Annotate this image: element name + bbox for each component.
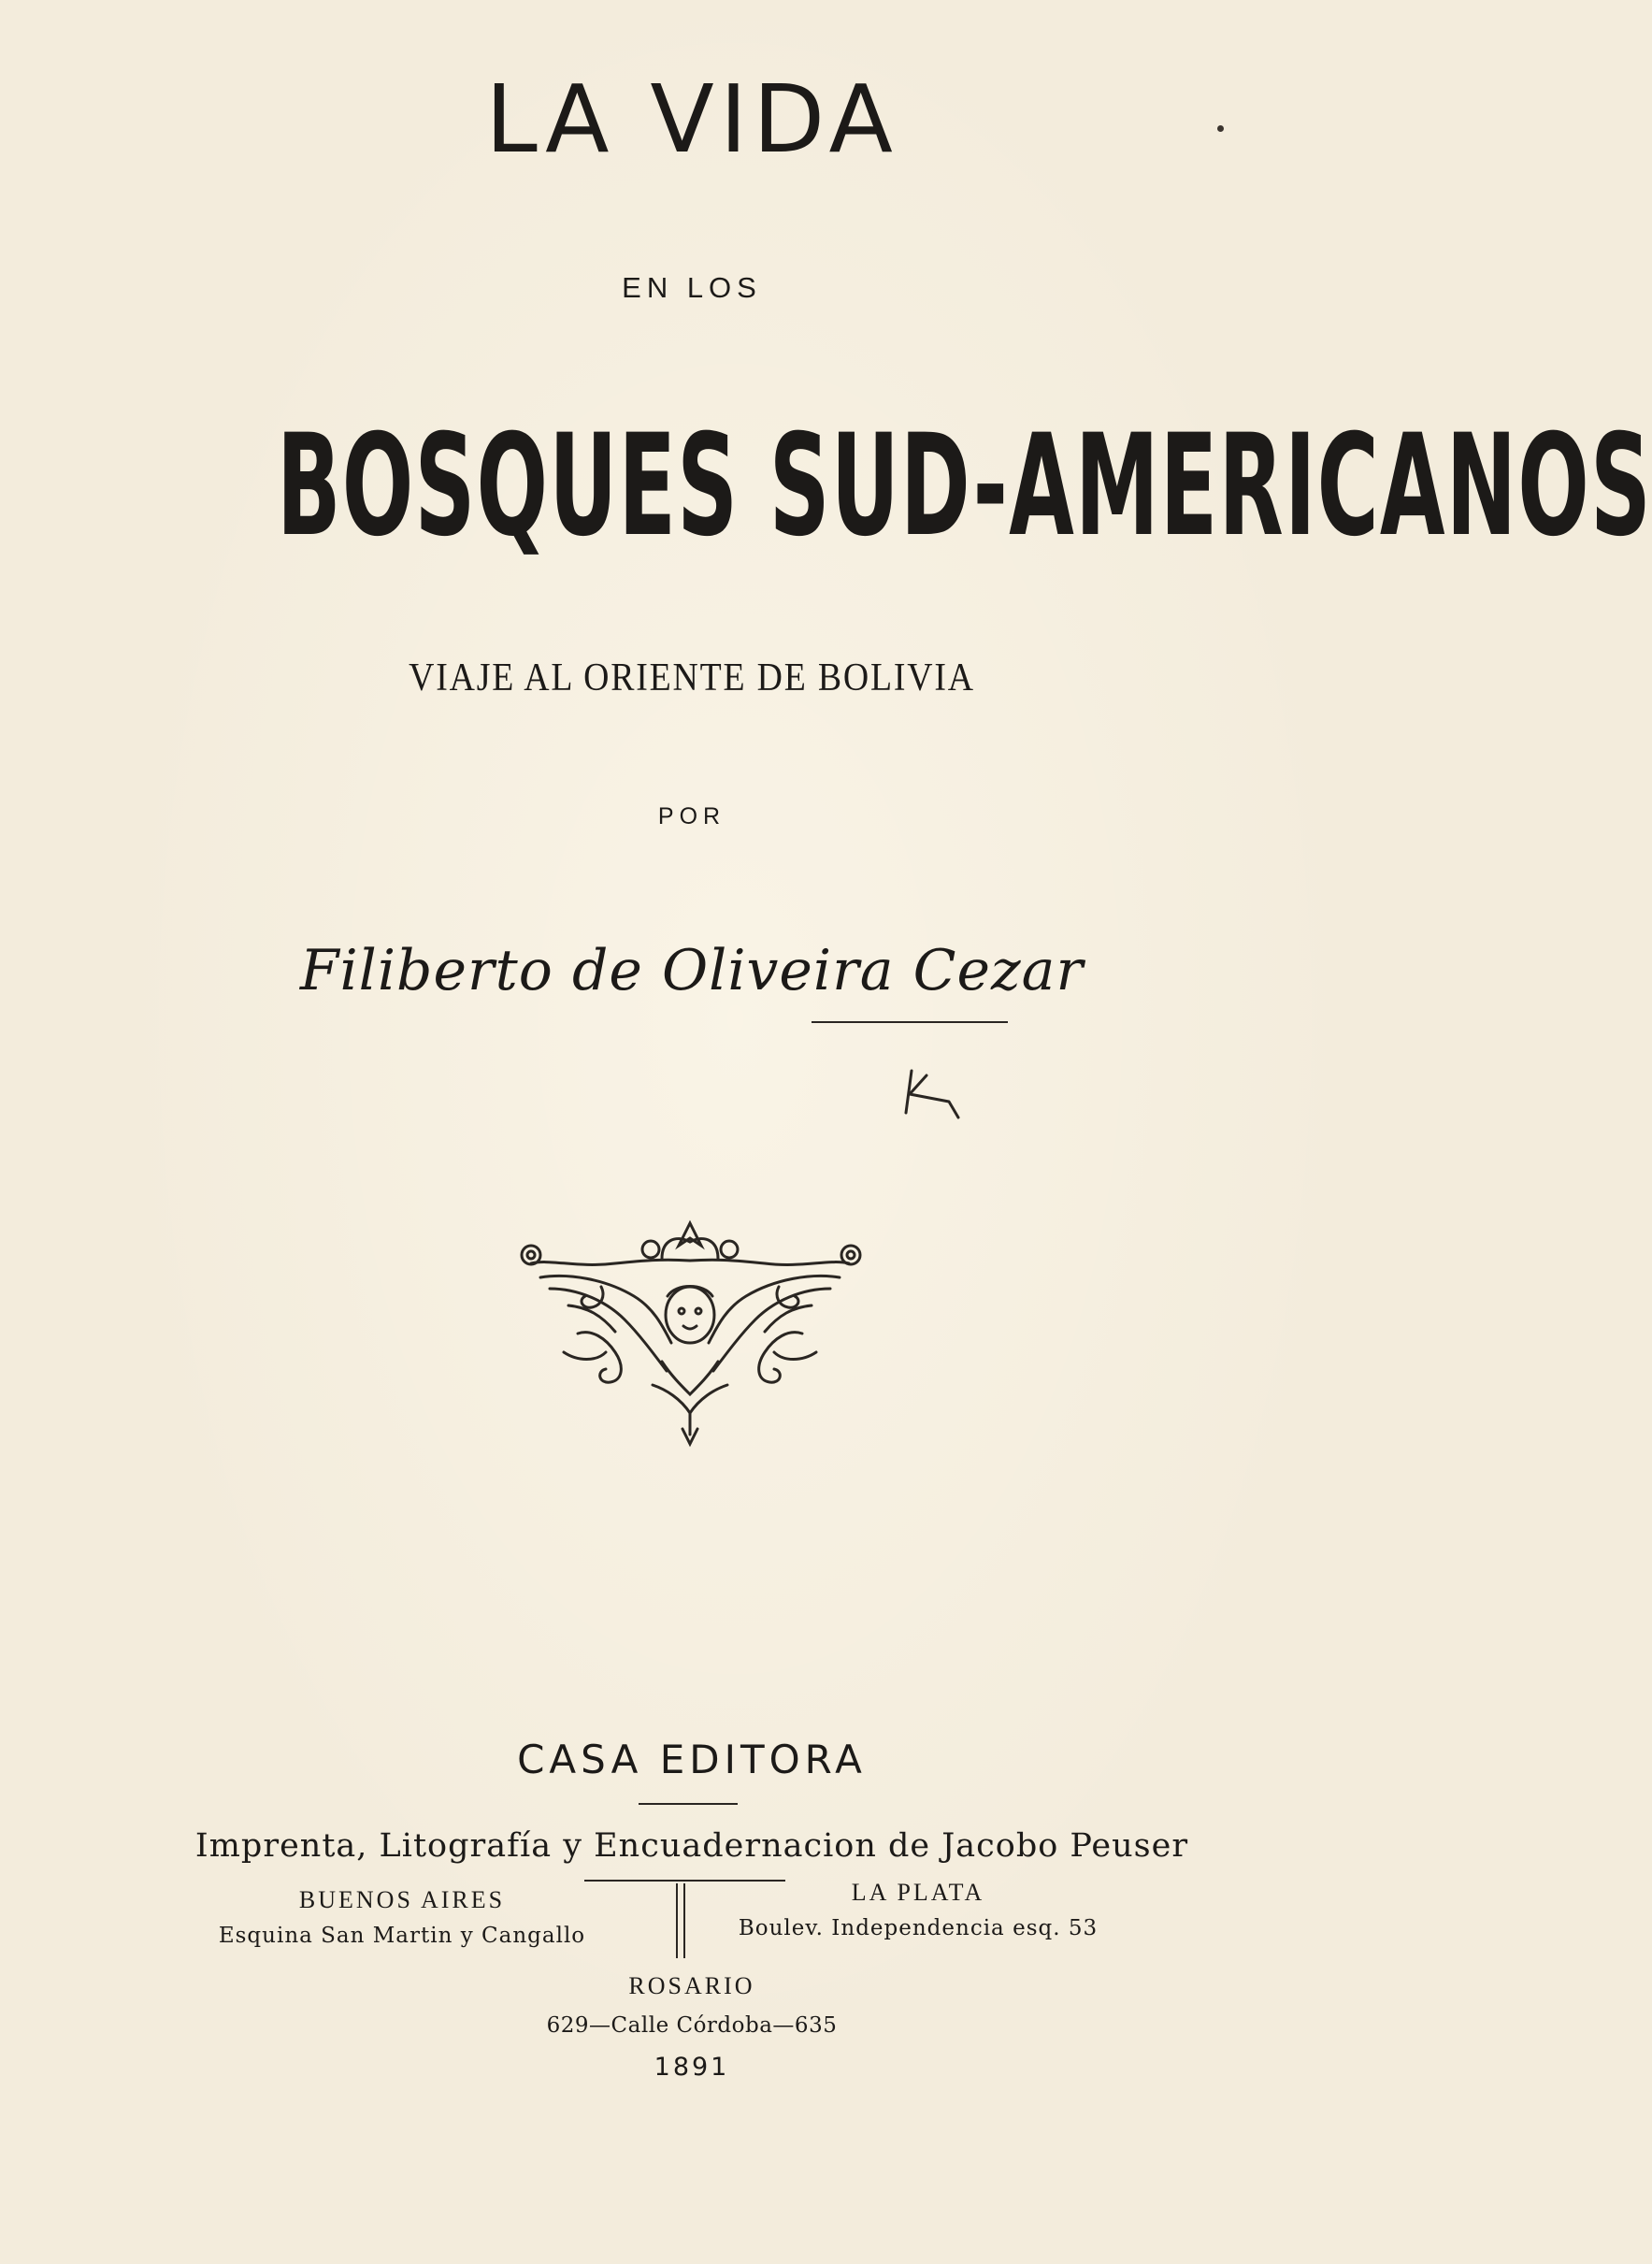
left-address: Esquina San Martin y Cangallo xyxy=(218,1924,586,1948)
subtitle: VIAJE AL ORIENTE DE BOLIVIA xyxy=(409,656,975,699)
left-city: BUENOS AIRES xyxy=(298,1886,506,1913)
floral-ornament-icon xyxy=(512,1221,868,1446)
right-location xyxy=(675,1876,1161,1947)
right-city: LA PLATA xyxy=(851,1879,985,1906)
divider-rule xyxy=(639,1803,738,1805)
right-address: Boulev. Independencia esq. 53 xyxy=(738,1916,1099,1940)
publisher-heading: CASA EDITORA xyxy=(517,1737,867,1782)
title-line-1: LA VIDA xyxy=(485,65,898,174)
publisher-name: Imprenta, Litografía y Encuadernacion de Jacobo Peuser xyxy=(194,1827,1189,1865)
author-name: Filiberto de Oliveira Cezar xyxy=(299,938,1085,1003)
author-underline xyxy=(812,1021,1008,1023)
handwritten-mark-icon xyxy=(902,1066,977,1122)
title-line-3: BOSQUES SUD-AMERICANOS xyxy=(276,405,1652,568)
by-label: POR xyxy=(657,803,726,829)
title-line-2: EN LOS xyxy=(622,271,762,304)
left-location xyxy=(159,1883,645,1954)
third-city: ROSARIO xyxy=(628,1972,755,1999)
third-address: 629—Calle Córdoba—635 xyxy=(546,2013,838,2038)
publication-year: 1891 xyxy=(654,2053,730,2082)
